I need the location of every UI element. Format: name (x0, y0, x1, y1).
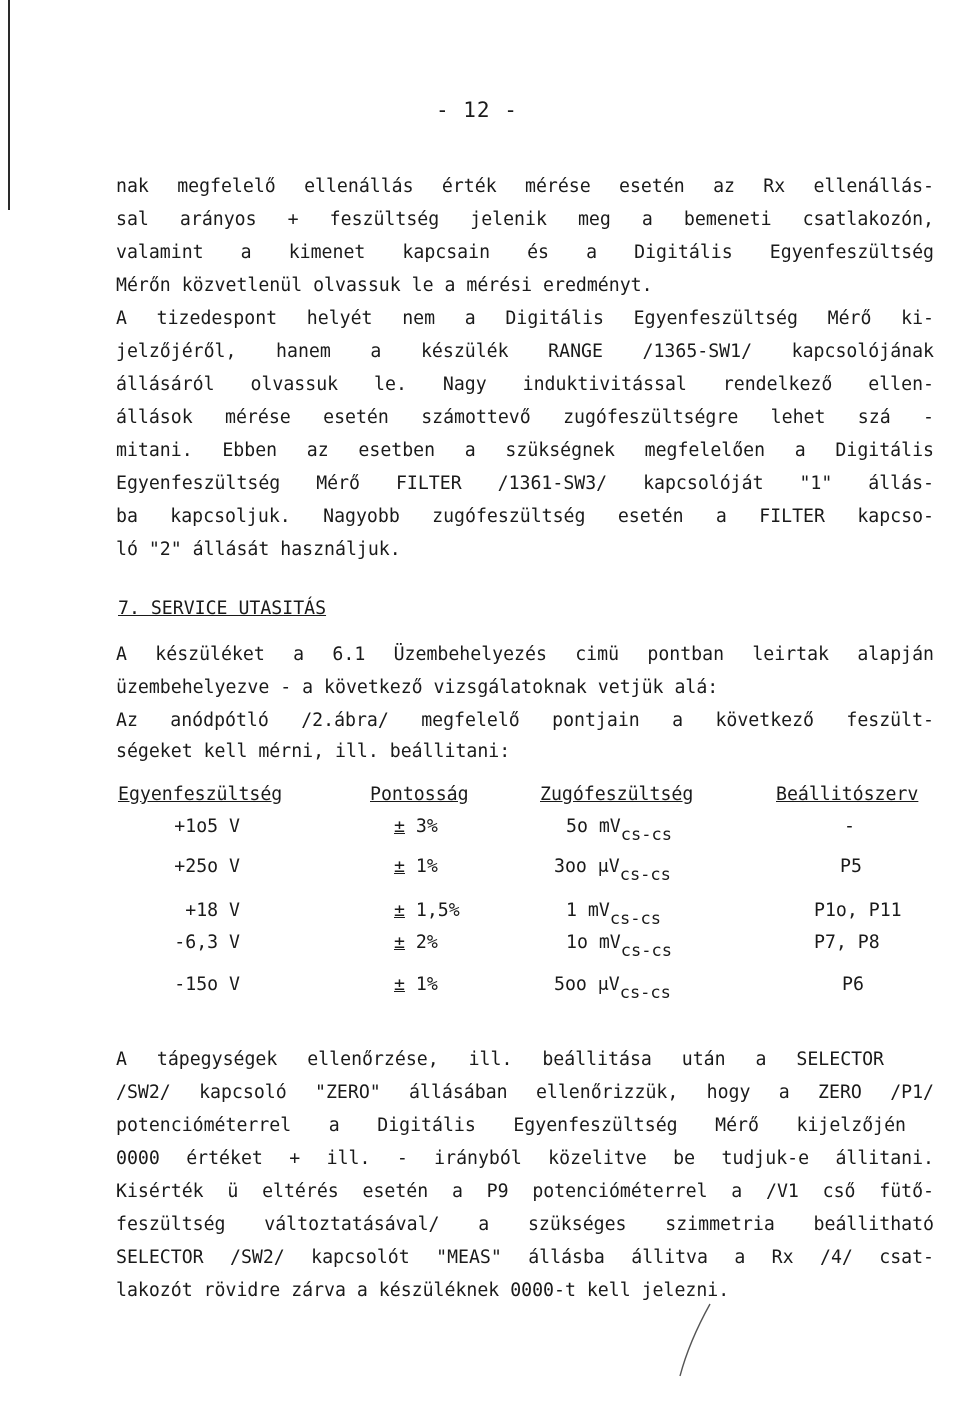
table-cell-noise (554, 852, 671, 885)
noise-value: 3oo μV (554, 856, 620, 877)
section-line: Az anódpótló /2.ábra/ megfelelő pontjain a következő feszült- (116, 710, 934, 731)
noise-value: 1o mV (566, 932, 621, 953)
paragraph-line: ba kapcsoljuk. Nagyobb zugófeszültség esetén a FILTER kapcso- (116, 506, 934, 527)
table-header-voltage: Egyenfeszültség (118, 784, 283, 805)
paragraph-line: Egyenfeszültség Mérő FILTER /1361-SW3/ kapcsolóját "1" állás- (116, 473, 934, 494)
table-cell-noise (566, 928, 672, 961)
scan-edge-line (8, 0, 10, 210)
paragraph-line: Kisérték ü eltérés esetén a P9 potencióméterrel a /V1 cső fütő- (116, 1181, 934, 1202)
table-cell-noise (566, 896, 661, 929)
paragraph-line: SELECTOR /SW2/ kapcsolót "MEAS" állásba állitva a Rx /4/ csat- (116, 1247, 934, 1268)
noise-value: 1 mV (566, 900, 610, 921)
table-cell-noise (566, 812, 672, 845)
table-cell-voltage: -6,3 V (174, 932, 240, 953)
noise-value: 5o mV (566, 816, 621, 837)
table-cell-adjuster: - (844, 816, 855, 837)
table-cell-accuracy (394, 970, 438, 1000)
paragraph-line: állások mérése esetén számottevő zugófeszültségre lehet szá - (116, 407, 934, 428)
section-line: ségeket kell mérni, ill. beállitani: (116, 741, 511, 762)
table-cell-accuracy (394, 812, 438, 842)
table-cell-adjuster: P6 (842, 974, 864, 995)
table-cell-accuracy (394, 896, 460, 926)
table-header-adjuster: Beállitószerv (776, 784, 919, 805)
table-cell-voltage: +25o V (174, 856, 240, 877)
plus-minus-sign: ± (394, 856, 405, 877)
paragraph-line: valamint a kimenet kapcsain és a Digitális Egyenfeszültség (116, 242, 934, 263)
plus-minus-sign: ± (394, 816, 405, 837)
noise-subscript: cs-cs (619, 865, 671, 885)
noise-subscript: cs-cs (620, 941, 672, 961)
accuracy-value: 3% (415, 816, 438, 837)
paragraph-line: /SW2/ kapcsoló "ZERO" állásában ellenőrizzük, hogy a ZERO /P1/ (116, 1082, 934, 1103)
table-header-noise: Zugófeszültség (540, 784, 694, 805)
plus-minus-sign: ± (394, 900, 405, 921)
accuracy-value: 1% (415, 974, 438, 995)
paragraph-line: jelzőjéről, hanem a készülék RANGE /1365-SW1/ kapcsolójának (116, 341, 934, 362)
table-cell-adjuster: P5 (840, 856, 862, 877)
table-cell-voltage: -15o V (174, 974, 240, 995)
noise-value: 5oo μV (554, 974, 620, 995)
accuracy-value: 1,5% (415, 900, 460, 921)
table-cell-voltage: +1o5 V (174, 816, 240, 837)
paragraph-line: nak megfelelő ellenállás érték mérése esetén az Rx ellenállás- (116, 176, 934, 197)
paragraph-line: állásáról olvassuk le. Nagy induktivitással rendelkező ellen- (116, 374, 934, 395)
accuracy-value: 1% (415, 856, 438, 877)
table-cell-voltage: +18 V (185, 900, 240, 921)
table-cell-noise (554, 970, 671, 1003)
paragraph-line: potencióméterrel a Digitális Egyenfeszültség Mérő kijelzőjén (116, 1115, 906, 1136)
table-cell-adjuster: P7, P8 (814, 932, 880, 953)
paragraph-line: feszültség változtatásával/ a szükséges szimmetria beállitható (116, 1214, 934, 1235)
noise-subscript: cs-cs (619, 983, 671, 1003)
noise-subscript: cs-cs (609, 909, 661, 929)
paragraph-line: 0000 értéket + ill. - irányból közelitve be tudjuk-e állitani. (116, 1148, 934, 1169)
paragraph-line: A tizedespont helyét nem a Digitális Egyenfeszültség Mérő ki- (116, 308, 934, 329)
table-cell-adjuster: P1o, P11 (814, 900, 902, 921)
page-number: - 12 - (436, 98, 518, 122)
paragraph-line: ló "2" állását használjuk. (116, 539, 401, 560)
section-heading: 7. SERVICE UTASITÁS (118, 598, 327, 619)
accuracy-value: 2% (415, 932, 438, 953)
section-line: üzembehelyezve - a következő vizsgálatoknak vetjük alá: (116, 677, 719, 698)
table-cell-accuracy (394, 852, 438, 882)
paragraph-line: Mérőn közvetlenül olvassuk le a mérési eredményt. (116, 275, 653, 296)
plus-minus-sign: ± (394, 974, 405, 995)
table-header-accuracy: Pontosság (370, 784, 469, 805)
paragraph-line: sal arányos + feszültség jelenik meg a bemeneti csatlakozón, (116, 209, 934, 230)
noise-subscript: cs-cs (620, 825, 672, 845)
section-line: A készüléket a 6.1 Üzembehelyezés cimü pontban leirtak alapján (116, 644, 934, 665)
plus-minus-sign: ± (394, 932, 405, 953)
paragraph-line: A tápegységek ellenőrzése, ill. beállitása után a SELECTOR (116, 1049, 884, 1070)
paragraph-line: lakozót rövidre zárva a készüléknek 0000-t kell jelezni. (116, 1280, 730, 1301)
pen-stroke-mark (676, 1300, 716, 1380)
table-cell-accuracy (394, 928, 438, 958)
paragraph-line: mitani. Ebben az esetben a szükségnek megfelelően a Digitális (116, 440, 934, 461)
